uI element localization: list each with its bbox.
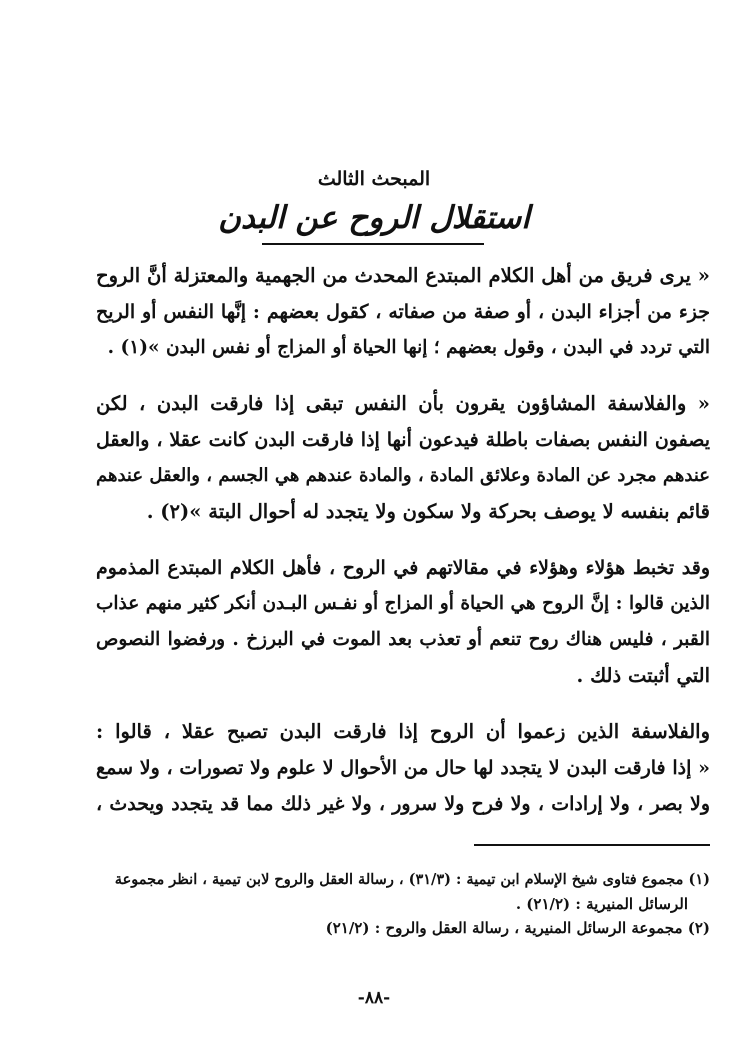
paragraph-line: التي تردد في البدن ، وقول بعضهم ؛ إنها الحياة أو المزاج أو نفس البدن »(١) .	[107, 337, 710, 358]
paragraph-line: وقد تخبط هؤلاء وهؤلاء في مقالاتهم في الروح ، فأهل الكلام المبتدع المذموم	[96, 557, 710, 579]
chapter-title: استقلال الروح عن البدن	[218, 200, 530, 236]
footnote-2: (٢) مجموعة الرسائل المنيرية ، رسالة العقل والروح : (٢١/٢)	[325, 919, 710, 937]
paragraph-line: القبر ، فليس هناك روح تنعم أو تعذب بعد الموت في البرزخ . ورفضوا النصوص	[96, 629, 710, 650]
title-underline	[262, 243, 484, 245]
section-label: المبحث الثالث	[317, 168, 431, 190]
footnote-1: (١) مجموع فتاوى شيخ الإسلام ابن تيمية : (٣١/٣) ، رسالة العقل والروح لابن تيمية ، انظر مجموعة	[114, 871, 710, 888]
paragraph-line: قائم بنفسه لا يوصف بحركة ولا سكون ولا يتجدد له أحوال البتة »(٢) .	[146, 500, 710, 523]
footnotes	[100, 868, 710, 940]
paragraph-line: التي أثبتت ذلك .	[576, 664, 710, 687]
paragraph-line: « إذا فارقت البدن لا يتجدد لها حال من الأحوال لا علوم ولا تصورات ، ولا سمع	[96, 757, 710, 779]
paragraph-2	[96, 386, 710, 530]
paragraph-line: جزء من أجزاء البدن ، أو صفة من صفاته ، كقول بعضهم : إنَّها النفس أو الريح	[96, 301, 710, 323]
paragraph-line: عندهم مجرد عن المادة وعلائق المادة ، والمادة عندهم هي الجسم ، والعقل عندهم	[96, 465, 710, 486]
paragraph-1	[96, 258, 710, 366]
page-number: -٨٨-	[357, 988, 391, 1008]
footnote-1-continuation: الرسائل المنيرية : (٢١/٢) .	[515, 895, 688, 913]
paragraph-line: يصفون النفس بصفات باطلة فيدعون أنها إذا فارقت البدن كانت عقلا ، والعقل	[96, 429, 710, 451]
footnote-separator	[474, 844, 710, 846]
paragraph-line: والفلاسفة الذين زعموا أن الروح إذا فارقت البدن تصبح عقلا ، قالوا :	[96, 720, 710, 743]
paragraph-3	[96, 550, 710, 694]
paragraph-line: ولا بصر ، ولا إرادات ، ولا فرح ولا سرور ، ولا غير ذلك مما قد يتجدد ويحدث ،	[96, 793, 710, 815]
paragraph-line: « والفلاسفة المشاؤون يقرون بأن النفس تبقى إذا فارقت البدن ، لكن	[96, 392, 710, 415]
paragraph-line: « يرى فريق من أهل الكلام المبتدع المحدث من الجهمية والمعتزلة أنَّ الروح	[96, 264, 710, 287]
paragraph-line: الذين قالوا : إنَّ الروح هي الحياة أو المزاج أو نفـس البـدن أنكر كثير منهم عذاب	[96, 593, 710, 614]
paragraph-4	[96, 714, 710, 822]
